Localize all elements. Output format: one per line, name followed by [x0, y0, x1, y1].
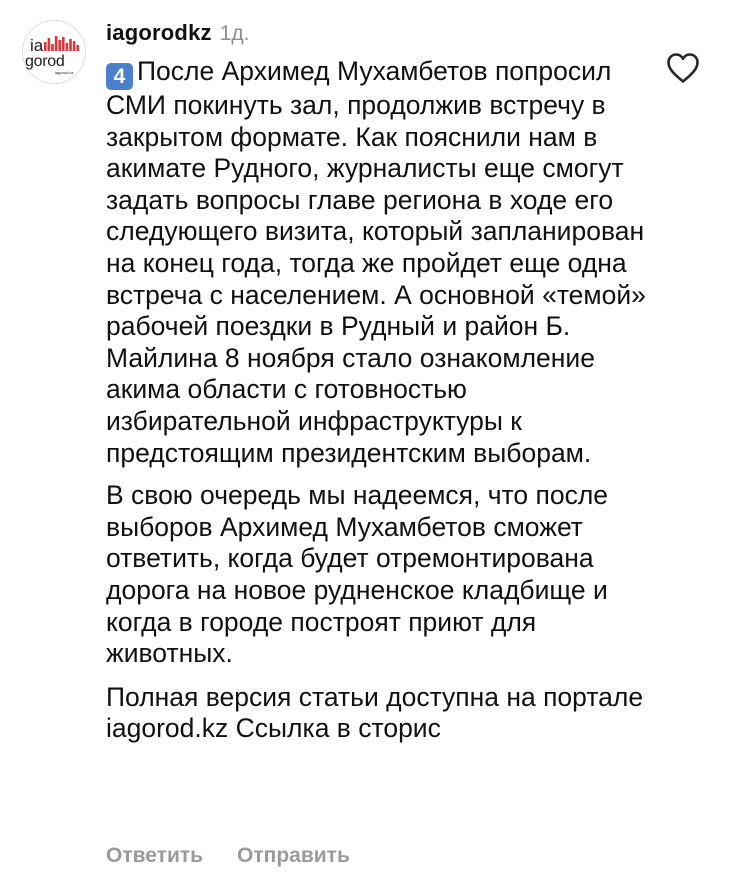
logo-bar: [55, 36, 58, 51]
comment-header: [106, 20, 249, 50]
comment-body: [106, 56, 651, 758]
logo-bar: [58, 40, 61, 51]
logo-bar: [44, 42, 47, 51]
send-button[interactable]: Отправить: [237, 844, 350, 867]
logo-small-text: iagorod.kz: [55, 70, 74, 75]
comment-paragraph: Полная версия статьи доступна на портале iagorod.kz Ссылка в сторис: [106, 681, 644, 744]
logo-bar: [66, 43, 69, 51]
comment-paragraph-text: После Архимед Мухамбетов попросил СМИ покинуть зал, продолжив встречу в закрытом формате. Как пояснили нам в акимате Рудного, журналисты еще смогут задать вопросы главе региона в ходе его следующего визита, который запланирован на конец года, тогда же пройдет еще одна встреча с населением. А основной «темой» рабочей поездки в Рудный и район Б. Майлина 8 ноября стало ознакомление акима области с готовностью избирательной инфраструктуры к предстоящим президентским выборам.: [106, 56, 646, 468]
logo-text-top: ia: [30, 36, 44, 55]
reply-button[interactable]: Ответить: [106, 844, 204, 867]
logo-bar: [51, 44, 54, 51]
comment-paragraph: В свою очередь мы надеемся, что после выборов Архимед Мухамбетов сможет ответить, когда будет отремонтирована дорога на новое рудненское кладбище и когда в городе построят приют для животных.: [106, 480, 609, 669]
username[interactable]: iagorodkz: [106, 20, 212, 45]
comment-paragraph: [106, 56, 651, 469]
logo-text-bottom: gorod: [25, 53, 65, 70]
logo-bar: [62, 37, 65, 51]
avatar[interactable]: [22, 20, 86, 84]
keycap-digit-four-icon: 4: [106, 63, 133, 90]
logo-bar: [69, 39, 72, 51]
comment-actions: [106, 844, 350, 868]
logo-bar: [48, 38, 51, 51]
heart-outline-icon[interactable]: [666, 52, 700, 84]
logo-bar: [73, 41, 76, 51]
logo-bar: [76, 45, 79, 51]
comment-time: 1д.: [219, 22, 250, 45]
iagorod-logo-icon: [22, 20, 86, 84]
